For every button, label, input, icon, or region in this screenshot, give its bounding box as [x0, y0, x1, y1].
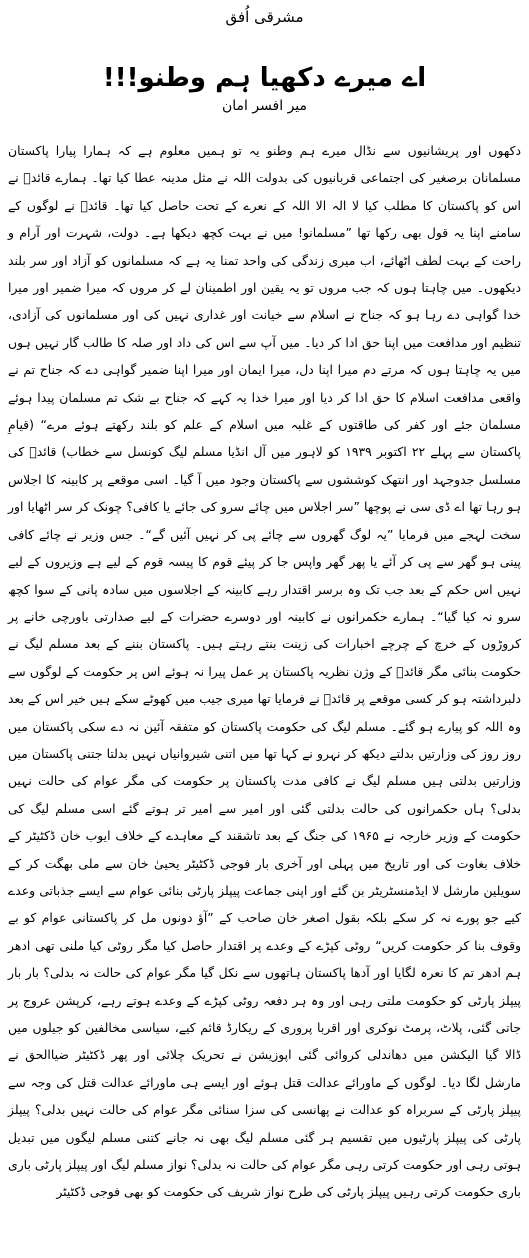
article-body	[8, 137, 521, 1206]
author-byline: میر افسر امان	[221, 98, 308, 114]
article-paragraph: دکھوں اور پریشانیوں سے نڈال میرے ہم وطنو یہ تو ہمیں معلوم ہے کہ ہمارا پیارا پاکستان مسلمانان برصغیر کی اجتماعی قربانیوں کی بدولت اللہ نے مثل مدینہ عطا کیا تھا۔ ہمارے قائدؒ نے اس کو پاکستان کا مطلب کیا لا الہ الا اللہ کے نعرے کے تحت حاصل کیا تھا۔ قائدؒ نے لوگوں کے سامنے اپنا یہ قول بھی رکھا تھا ”مسلمانو! میں نے بہت کچھ دیکھا ہے۔ دولت، شہرت اور آرام و راحت کے بہت لطف اٹھائے، اب میری زندگی کی واحد تمنا یہ ہے کہ مسلمانوں کو آزاد اور سر بلند دیکھوں۔ میں چاہتا ہوں کہ جب مروں تو یہ یقین اور اطمینان لے کر مروں کہ میرا ضمیر اور میرا خدا گواہی دے رہا ہو کہ جناح نے اسلام سے خیانت اور غداری نہیں کی اور مسلمانوں کی آزادی، تنظیم اور مدافعت میں اپنا حق ادا کر دیا۔ میں آپ سے اس کی داد اور صلہ کا طالب گار نہیں ہوں میں یہ چاہتا ہوں کہ مرتے دم میرا اپنا دل، میرا ایمان اور میرا اپنا ضمیر گواہی دے کہ جناح تم نے واقعی مدافعت اسلام کا حق ادا کر دیا اور میرا خدا یہ کہے کہ جناح بے شک تم مسلمان پیدا ہوئے مسلمان جئے اور کفر کی طاقتوں کے غلبہ میں اسلام کے علم کو بلند رکھتے ہوئے مرے“ (قیامِ پاکستان سے پہلے ۲۲ اکتوبر ۱۹۳۹ کو لاہور میں آل انڈیا مسلم لیگ کونسل سے خطاب) قائدؒ کی مسلسل جدوجہد اور انتھک کوششوں سے پاکستان وجود میں آ گیا۔ اسی موقعے پر کابینہ کا اجلاس ہو رہا تھا اے ڈی سی نے پوچھا ”سر اجلاس میں چائے سرو کی جائے یا کافی؟ چونک کر سر اٹھایا اور سخت لہجے میں فرمایا ”یہ لوگ گھروں سے چائے پی کر نہیں آئیں گے“۔ جس وزیر نے چائے کافی پینی ہو گھر سے پی کر آئے یا پھر گھر واپس جا کر پیئے قوم کا پیسہ قوم کے لیے ہے وزیروں کے لیے نہیں اس حکم کے بعد جب تک وہ برسر اقتدار رہے کابینہ کے اجلاسوں میں سادہ پانی کے سوا کچھ سرو نہ کیا گیا“۔ ہمارے حکمرانوں نے کابینہ اور دوسرے حضرات کے لیے صدارتی باورچی خانے پر کروڑوں کے خرچ کے چرچے اخبارات کی زینت بنتے رہتے ہیں۔ پاکستان بننے کے بعد مسلم لیگ نے حکومت بنائی مگر قائدؒ کے وژن نظریہ پاکستان پر عمل پیرا نہ ہوئے اس پر حکومت کے لوگوں سے دلبرداشتہ ہو کر کسی موقعے پر قائدؒ نے فرمایا تھا میری جیب میں کھوٹے سکے ہیں خیر اس کے بعد وہ اللہ کو پیارے ہو گئے۔ مسلم لیگ کی حکومت پاکستان کو متفقہ آئین نہ دے سکی پاکستان میں روز روز کی وزارتیں بدلتے دیکھ کر نہرو نے کہا تھا میں اتنی شیروانیاں نہیں بدلتا جتنی پاکستان میں وزارتیں بدلتی ہیں مسلم لیگ نے کافی مدت پاکستان پر حکومت کی مگر عوام کی حالت نہیں بدلی؟ ہاں حکمرانوں کی حالت بدلتی گئی اور امیر سے امیر تر ہوتے گئے اسی مسلم لیگ کی حکومت کے وزیر خارجہ نے ۱۹۶۵ کی جنگ کے بعد تاشقند کے معاہدے کے خلاف ایوب خان ڈکٹیٹر کے خلاف بغاوت کی اور تاریخ میں پہلی اور آخری بار فوجی ڈکٹیٹر یحییٰ خان سے ملی بھگت کر کے سویلین مارشل لا ایڈمنسٹریٹر بن گئے اور اپنی جماعت پیپلز پارٹی بنائی عوام سے ایسے جذباتی وعدے کیے جو پورے نہ کر سکے بلکہ بقول اصغر خان صاحب کے ”آؤ دونوں مل کر پاکستانی عوام کو بے وقوف بنا کر حکومت کریں“ روٹی کپڑے کے وعدے پر اقتدار حاصل کیا مگر روٹی کیا ملنی تھی ادھر ہم ادھر تم کا نعرہ لگایا اور آدھا پاکستان ہاتھوں سے نکل گیا مگر عوام کی حالت نہ بدلی؟ بار بار پیپلز پارٹی کو حکومت ملتی رہی اور وہ ہر دفعہ روٹی کپڑے کے وعدے ہوتے رہے، کرپشن عروج پر جاتی گئی، پلاٹ، پرمٹ نوکری اور اقربا پروری کے ریکارڈ قائم کیے، سیاسی مخالفین کو جیلوں میں ڈالا گیا الیکشن میں دھاندلی کروائی گئی اپوزیشن نے تحریک چلائی اور پھر ڈکٹیٹر ضیاالحق نے مارشل لگا دیا۔ لوگوں کے ماورائے عدالت قتل ہوئے اور ایسے ہی ماورائے عدالت قتل کی وجہ سے پیپلز پارٹی کے سربراہ کو عدالت نے پھانسی کی سزا سنائی مگر عوام کی حالت نہیں بدلی؟ پیپلز پارٹی کی پیپلز پارٹیوں میں تقسیم ہر گئی مسلم لیگ بھی نہ جانے کتنی مسلم لیگوں میں تبدیل ہوتی رہی اور حکومت کرتی رہی مگر عوام کی حالت نہ بدلی؟ نواز مسلم لیگ اور پیپلز پارٹی باری باری حکومت کرتی رہیں پیپلز پارٹی کی طرح نواز شریف کی حکومت کو بھی فوجی ڈکٹیٹر	[8, 143, 521, 1200]
column-name: مشرقی اُفق	[225, 8, 304, 26]
headline: اے میرے دکھیا ہم وطنو!!!	[102, 63, 427, 93]
